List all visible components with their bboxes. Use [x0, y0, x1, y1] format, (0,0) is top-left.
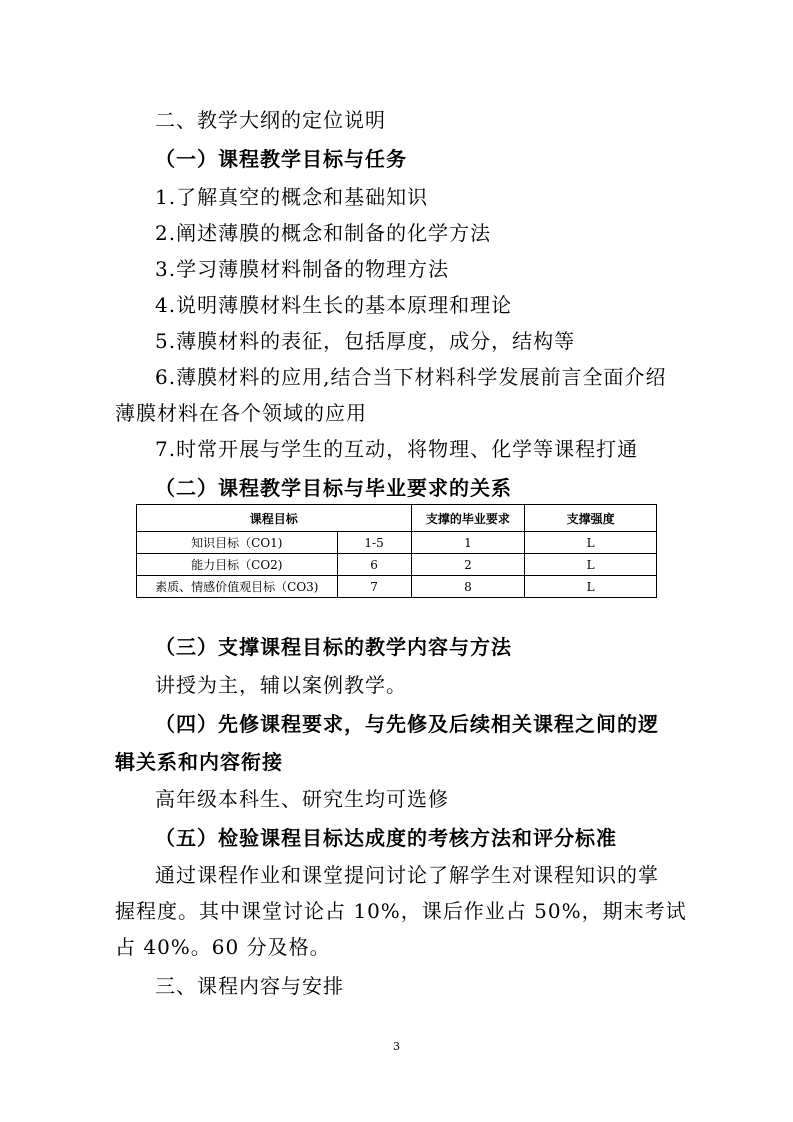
subsection-3-body: 讲授为主，辅以案例教学。 — [155, 673, 407, 697]
cell-range: 6 — [337, 554, 411, 576]
goal-item-7: 7.时常开展与学生的互动，将物理、化学等课程打通 — [155, 437, 639, 461]
cell-range: 7 — [337, 576, 411, 598]
subsection-5-body-line-3: 占 40%。60 分及格。 — [115, 935, 331, 959]
header-course-goal: 课程目标 — [137, 505, 412, 532]
subsection-5-heading: （五）检验课程目标达成度的考核方法和评分标准 — [155, 826, 617, 850]
subsection-3-heading: （三）支撑课程目标的教学内容与方法 — [155, 635, 512, 659]
goals-requirements-table — [136, 504, 657, 598]
header-support-strength: 支撑强度 — [525, 505, 657, 532]
table-row — [137, 576, 657, 598]
subsection-5-body-line-1: 通过课程作业和课堂提问讨论了解学生对课程知识的掌 — [155, 863, 659, 887]
cell-goal: 知识目标（CO1) — [137, 532, 338, 554]
section-2-heading: 二、教学大纲的定位说明 — [155, 108, 386, 132]
subsection-2-heading: （二）课程教学目标与毕业要求的关系 — [155, 476, 512, 500]
cell-strength: L — [525, 554, 657, 576]
subsection-4-body: 高年级本科生、研究生均可选修 — [155, 787, 449, 811]
section-3-heading: 三、课程内容与安排 — [155, 974, 344, 998]
cell-strength: L — [525, 576, 657, 598]
table-row — [137, 554, 657, 576]
header-graduation-requirement: 支撑的毕业要求 — [411, 505, 525, 532]
goal-item-5: 5.薄膜材料的表征，包括厚度，成分，结构等 — [155, 329, 576, 353]
goal-item-2: 2.阐述薄膜的概念和制备的化学方法 — [155, 221, 492, 245]
subsection-4-heading-line-2: 辑关系和内容衔接 — [115, 750, 283, 774]
cell-goal: 能力目标（CO2) — [137, 554, 338, 576]
goal-item-1: 1.了解真空的概念和基础知识 — [155, 185, 429, 209]
cell-requirement: 8 — [411, 576, 525, 598]
goal-item-6-line-1: 6.薄膜材料的应用,结合当下材料科学发展前言全面介绍 — [155, 365, 667, 389]
goal-item-4: 4.说明薄膜材料生长的基本原理和理论 — [155, 293, 513, 317]
page-number: 3 — [393, 1040, 400, 1053]
cell-requirement: 2 — [411, 554, 525, 576]
cell-strength: L — [525, 532, 657, 554]
goal-item-3: 3.学习薄膜材料制备的物理方法 — [155, 257, 450, 281]
goal-item-6-line-2: 薄膜材料在各个领域的应用 — [115, 401, 367, 425]
cell-goal: 素质、情感价值观目标（CO3) — [137, 576, 338, 598]
cell-range: 1-5 — [337, 532, 411, 554]
subsection-1-heading: （一）课程教学目标与任务 — [155, 147, 407, 171]
cell-requirement: 1 — [411, 532, 525, 554]
table-header-row — [137, 505, 657, 532]
table-row — [137, 532, 657, 554]
subsection-5-body-line-2: 握程度。其中课堂讨论占 10%，课后作业占 50%，期末考试 — [115, 899, 687, 923]
subsection-4-heading-line-1: （四）先修课程要求，与先修及后续相关课程之间的逻 — [155, 712, 659, 736]
